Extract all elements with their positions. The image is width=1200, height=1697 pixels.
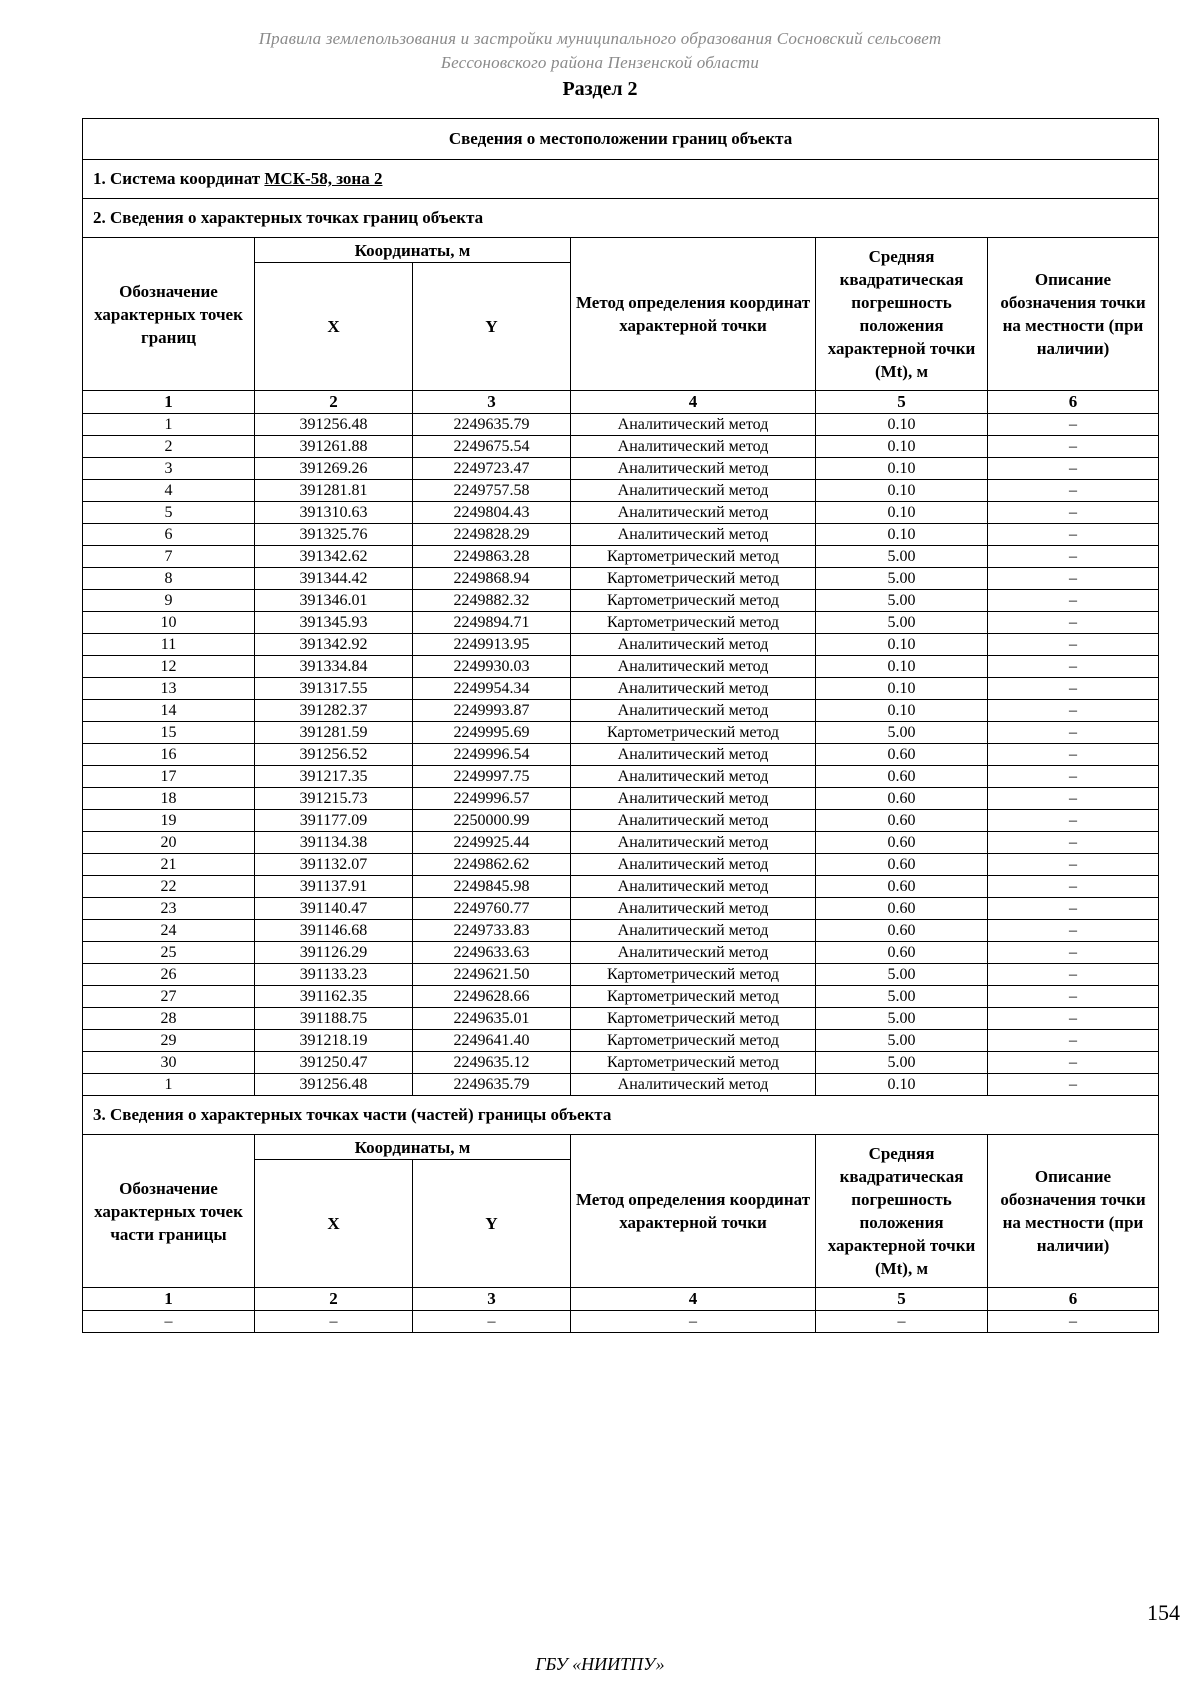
- point-description: –: [988, 1008, 1159, 1030]
- point-number: 9: [83, 590, 255, 612]
- point-accuracy: 0.10: [816, 502, 988, 524]
- point-number: 3: [83, 458, 255, 480]
- point-number: 23: [83, 898, 255, 920]
- point-accuracy: 0.60: [816, 898, 988, 920]
- point-accuracy: 0.10: [816, 414, 988, 436]
- point-number: 2: [83, 436, 255, 458]
- point-y: 2249845.98: [413, 876, 571, 898]
- point-method: Картометрический метод: [571, 1008, 816, 1030]
- point-number: 16: [83, 744, 255, 766]
- point-y: 2249804.43: [413, 502, 571, 524]
- point-description: –: [988, 700, 1159, 722]
- point-description: –: [988, 502, 1159, 524]
- point-description: –: [988, 568, 1159, 590]
- point-y: 2249954.34: [413, 678, 571, 700]
- point-description: –: [988, 722, 1159, 744]
- point-y: 2249868.94: [413, 568, 571, 590]
- point-y: 2249675.54: [413, 436, 571, 458]
- point-y: 2249635.79: [413, 414, 571, 436]
- table-row: [83, 722, 1159, 744]
- point-number: 27: [83, 986, 255, 1008]
- point-number: 10: [83, 612, 255, 634]
- column-number: 5: [816, 1288, 988, 1311]
- point-x: 391269.26: [255, 458, 413, 480]
- point-description: –: [988, 436, 1159, 458]
- point-y: 2250000.99: [413, 810, 571, 832]
- parts-header-description: Описание обозначения точки на местности (при наличии): [988, 1135, 1159, 1288]
- footer-organization: ГБУ «НИИТПУ»: [535, 1654, 665, 1674]
- point-x: 391137.91: [255, 876, 413, 898]
- point-accuracy: 5.00: [816, 1008, 988, 1030]
- header-accuracy: Средняя квадратическая погрешность положения характерной точки (Mt), м: [816, 238, 988, 391]
- point-method: Картометрический метод: [571, 722, 816, 744]
- table-row: [83, 436, 1159, 458]
- parts-header-coordinates: Координаты, м: [255, 1135, 571, 1160]
- boundary-table: [82, 118, 1159, 1333]
- point-y: 2249997.75: [413, 766, 571, 788]
- section-title: Раздел 2: [562, 78, 638, 100]
- table-row: [83, 810, 1159, 832]
- point-y: 2249894.71: [413, 612, 571, 634]
- point-y: 2249641.40: [413, 1030, 571, 1052]
- point-number: 1: [83, 1074, 255, 1096]
- point-y: 2249628.66: [413, 986, 571, 1008]
- point-x: 391162.35: [255, 986, 413, 1008]
- point-accuracy: 0.10: [816, 458, 988, 480]
- table-row: [83, 964, 1159, 986]
- column-number: 3: [413, 1288, 571, 1311]
- point-description: –: [988, 656, 1159, 678]
- point-x: 391146.68: [255, 920, 413, 942]
- point-number: 26: [83, 964, 255, 986]
- point-x: 391256.48: [255, 1074, 413, 1096]
- point-description: –: [988, 480, 1159, 502]
- point-method: Аналитический метод: [571, 854, 816, 876]
- table-row: [83, 898, 1159, 920]
- page-number: 154: [1147, 1600, 1180, 1625]
- point-x: 391188.75: [255, 1008, 413, 1030]
- point-accuracy: 0.10: [816, 1074, 988, 1096]
- point-accuracy: 0.10: [816, 436, 988, 458]
- point-x: 391126.29: [255, 942, 413, 964]
- table-row: [83, 590, 1159, 612]
- point-description: –: [988, 678, 1159, 700]
- point-accuracy: 0.60: [816, 920, 988, 942]
- point-accuracy: 5.00: [816, 546, 988, 568]
- point-x: 391345.93: [255, 612, 413, 634]
- point-accuracy: 0.60: [816, 788, 988, 810]
- point-method: Аналитический метод: [571, 898, 816, 920]
- point-x: 391334.84: [255, 656, 413, 678]
- table-row: [83, 854, 1159, 876]
- point-method: Аналитический метод: [571, 502, 816, 524]
- column-number-row: [83, 391, 1159, 414]
- parts-header-accuracy: Средняя квадратическая погрешность положения характерной точки (Mt), м: [816, 1135, 988, 1288]
- point-number: 21: [83, 854, 255, 876]
- point-method: Аналитический метод: [571, 876, 816, 898]
- point-y: 2249635.12: [413, 1052, 571, 1074]
- point-x: 391218.19: [255, 1030, 413, 1052]
- point-accuracy: 5.00: [816, 722, 988, 744]
- point-accuracy: 0.10: [816, 634, 988, 656]
- point-method: Аналитический метод: [571, 480, 816, 502]
- point-accuracy: 0.60: [816, 876, 988, 898]
- point-description: –: [988, 788, 1159, 810]
- parts-header-x: X: [255, 1160, 413, 1288]
- point-accuracy: 0.60: [816, 832, 988, 854]
- point-description: –: [988, 986, 1159, 1008]
- column-number: 6: [988, 1288, 1159, 1311]
- point-y: 2249995.69: [413, 722, 571, 744]
- table-row: [83, 568, 1159, 590]
- point-method: Аналитический метод: [571, 832, 816, 854]
- point-description: –: [988, 590, 1159, 612]
- point-accuracy: 0.10: [816, 678, 988, 700]
- point-accuracy: 5.00: [816, 1052, 988, 1074]
- points-section-title: 2. Сведения о характерных точках границ объекта: [83, 199, 1159, 238]
- point-accuracy: 0.10: [816, 524, 988, 546]
- column-number: 2: [255, 1288, 413, 1311]
- point-y: 2249863.28: [413, 546, 571, 568]
- point-number: 12: [83, 656, 255, 678]
- point-y: 2249925.44: [413, 832, 571, 854]
- point-method: Аналитический метод: [571, 656, 816, 678]
- parts-cell: –: [255, 1311, 413, 1333]
- point-number: 13: [83, 678, 255, 700]
- point-method: Картометрический метод: [571, 546, 816, 568]
- point-y: 2249723.47: [413, 458, 571, 480]
- point-number: 7: [83, 546, 255, 568]
- parts-table-row: [83, 1311, 1159, 1333]
- point-accuracy: 0.60: [816, 766, 988, 788]
- point-y: 2249635.01: [413, 1008, 571, 1030]
- table-row: [83, 612, 1159, 634]
- header-method: Метод определения координат характерной точки: [571, 238, 816, 391]
- point-method: Аналитический метод: [571, 766, 816, 788]
- point-y: 2249996.54: [413, 744, 571, 766]
- table-row: [83, 678, 1159, 700]
- point-method: Картометрический метод: [571, 964, 816, 986]
- point-y: 2249733.83: [413, 920, 571, 942]
- table-row: [83, 414, 1159, 436]
- point-method: Картометрический метод: [571, 612, 816, 634]
- point-x: 391134.38: [255, 832, 413, 854]
- table-row: [83, 458, 1159, 480]
- header-coordinates: Координаты, м: [255, 238, 571, 263]
- point-description: –: [988, 612, 1159, 634]
- point-x: 391342.92: [255, 634, 413, 656]
- point-number: 14: [83, 700, 255, 722]
- column-number: 6: [988, 391, 1159, 414]
- running-header-line1: Правила землепользования и застройки муниципального образования Сосновский сельсовет: [258, 29, 942, 48]
- table-row: [83, 942, 1159, 964]
- point-x: 391140.47: [255, 898, 413, 920]
- parts-header-method: Метод определения координат характерной точки: [571, 1135, 816, 1288]
- parts-cell: –: [816, 1311, 988, 1333]
- point-method: Картометрический метод: [571, 1052, 816, 1074]
- point-y: 2249930.03: [413, 656, 571, 678]
- point-x: 391281.81: [255, 480, 413, 502]
- point-description: –: [988, 876, 1159, 898]
- coord-system-value: МСК-58, зона 2: [264, 169, 383, 188]
- point-description: –: [988, 898, 1159, 920]
- point-description: –: [988, 1030, 1159, 1052]
- point-number: 25: [83, 942, 255, 964]
- point-number: 4: [83, 480, 255, 502]
- point-method: Картометрический метод: [571, 1030, 816, 1052]
- point-method: Картометрический метод: [571, 568, 816, 590]
- table-row: [83, 766, 1159, 788]
- point-accuracy: 5.00: [816, 568, 988, 590]
- parts-section-title: 3. Сведения о характерных точках части (частей) границы объекта: [83, 1096, 1159, 1135]
- point-method: Аналитический метод: [571, 920, 816, 942]
- point-number: 20: [83, 832, 255, 854]
- point-y: 2249882.32: [413, 590, 571, 612]
- point-description: –: [988, 1074, 1159, 1096]
- point-description: –: [988, 920, 1159, 942]
- point-number: 30: [83, 1052, 255, 1074]
- point-y: 2249633.63: [413, 942, 571, 964]
- point-x: 391177.09: [255, 810, 413, 832]
- parts-cell: –: [83, 1311, 255, 1333]
- point-x: 391317.55: [255, 678, 413, 700]
- point-description: –: [988, 546, 1159, 568]
- point-accuracy: 0.10: [816, 656, 988, 678]
- point-number: 18: [83, 788, 255, 810]
- column-number: 4: [571, 391, 816, 414]
- parts-cell: –: [571, 1311, 816, 1333]
- table-row: [83, 634, 1159, 656]
- point-number: 22: [83, 876, 255, 898]
- parts-cell: –: [413, 1311, 571, 1333]
- point-accuracy: 0.10: [816, 700, 988, 722]
- point-method: Аналитический метод: [571, 700, 816, 722]
- point-x: 391325.76: [255, 524, 413, 546]
- point-method: Аналитический метод: [571, 810, 816, 832]
- point-x: 391281.59: [255, 722, 413, 744]
- table-row: [83, 832, 1159, 854]
- point-y: 2249828.29: [413, 524, 571, 546]
- coord-system-row: [83, 160, 1159, 199]
- point-x: 391282.37: [255, 700, 413, 722]
- point-y: 2249993.87: [413, 700, 571, 722]
- point-number: 6: [83, 524, 255, 546]
- point-description: –: [988, 942, 1159, 964]
- point-method: Картометрический метод: [571, 986, 816, 1008]
- parts-header-designation: Обозначение характерных точек части границы: [83, 1135, 255, 1288]
- point-accuracy: 5.00: [816, 590, 988, 612]
- point-number: 24: [83, 920, 255, 942]
- point-number: 15: [83, 722, 255, 744]
- point-method: Аналитический метод: [571, 744, 816, 766]
- point-x: 391132.07: [255, 854, 413, 876]
- table-row: [83, 920, 1159, 942]
- point-description: –: [988, 766, 1159, 788]
- point-method: Аналитический метод: [571, 458, 816, 480]
- point-accuracy: 5.00: [816, 964, 988, 986]
- table-row: [83, 1008, 1159, 1030]
- point-method: Аналитический метод: [571, 524, 816, 546]
- header-designation: Обозначение характерных точек границ: [83, 238, 255, 391]
- running-header-line2: Бессоновского района Пензенской области: [440, 53, 760, 72]
- point-accuracy: 0.10: [816, 480, 988, 502]
- point-number: 5: [83, 502, 255, 524]
- coord-system-label: 1. Система координат: [93, 169, 265, 188]
- point-method: Аналитический метод: [571, 678, 816, 700]
- point-description: –: [988, 854, 1159, 876]
- point-description: –: [988, 810, 1159, 832]
- point-description: –: [988, 1052, 1159, 1074]
- header-x: X: [255, 263, 413, 391]
- column-number: 1: [83, 1288, 255, 1311]
- point-method: Аналитический метод: [571, 942, 816, 964]
- table-row: [83, 1052, 1159, 1074]
- table-row: [83, 524, 1159, 546]
- point-number: 29: [83, 1030, 255, 1052]
- table-row: [83, 1030, 1159, 1052]
- point-x: 391346.01: [255, 590, 413, 612]
- point-description: –: [988, 524, 1159, 546]
- parts-header-y: Y: [413, 1160, 571, 1288]
- table-row: [83, 744, 1159, 766]
- point-description: –: [988, 634, 1159, 656]
- point-number: 17: [83, 766, 255, 788]
- table-row: [83, 986, 1159, 1008]
- point-y: 2249760.77: [413, 898, 571, 920]
- point-accuracy: 0.60: [816, 744, 988, 766]
- point-method: Картометрический метод: [571, 590, 816, 612]
- point-accuracy: 0.60: [816, 942, 988, 964]
- point-description: –: [988, 832, 1159, 854]
- point-y: 2249996.57: [413, 788, 571, 810]
- point-method: Аналитический метод: [571, 788, 816, 810]
- point-accuracy: 5.00: [816, 612, 988, 634]
- point-y: 2249635.79: [413, 1074, 571, 1096]
- point-x: 391215.73: [255, 788, 413, 810]
- point-number: 11: [83, 634, 255, 656]
- point-x: 391310.63: [255, 502, 413, 524]
- header-description: Описание обозначения точки на местности (при наличии): [988, 238, 1159, 391]
- point-x: 391217.35: [255, 766, 413, 788]
- point-method: Аналитический метод: [571, 634, 816, 656]
- table-row: [83, 788, 1159, 810]
- point-accuracy: 5.00: [816, 986, 988, 1008]
- point-x: 391261.88: [255, 436, 413, 458]
- point-description: –: [988, 458, 1159, 480]
- parts-cell: –: [988, 1311, 1159, 1333]
- column-number: 5: [816, 391, 988, 414]
- point-description: –: [988, 744, 1159, 766]
- table-row: [83, 700, 1159, 722]
- point-y: 2249757.58: [413, 480, 571, 502]
- point-accuracy: 0.60: [816, 810, 988, 832]
- table-row: [83, 876, 1159, 898]
- point-accuracy: 0.60: [816, 854, 988, 876]
- point-y: 2249862.62: [413, 854, 571, 876]
- point-y: 2249913.95: [413, 634, 571, 656]
- point-x: 391344.42: [255, 568, 413, 590]
- point-method: Аналитический метод: [571, 436, 816, 458]
- column-number: 4: [571, 1288, 816, 1311]
- point-x: 391133.23: [255, 964, 413, 986]
- point-method: Аналитический метод: [571, 414, 816, 436]
- point-number: 28: [83, 1008, 255, 1030]
- header-y: Y: [413, 263, 571, 391]
- point-x: 391256.52: [255, 744, 413, 766]
- column-number: 1: [83, 391, 255, 414]
- parts-column-number-row: [83, 1288, 1159, 1311]
- point-x: 391256.48: [255, 414, 413, 436]
- table-row: [83, 480, 1159, 502]
- point-number: 19: [83, 810, 255, 832]
- table-row: [83, 546, 1159, 568]
- point-number: 1: [83, 414, 255, 436]
- point-x: 391342.62: [255, 546, 413, 568]
- point-number: 8: [83, 568, 255, 590]
- point-method: Аналитический метод: [571, 1074, 816, 1096]
- point-description: –: [988, 414, 1159, 436]
- point-accuracy: 5.00: [816, 1030, 988, 1052]
- table-row: [83, 502, 1159, 524]
- point-y: 2249621.50: [413, 964, 571, 986]
- point-x: 391250.47: [255, 1052, 413, 1074]
- table-title: Сведения о местоположении границ объекта: [83, 119, 1159, 160]
- column-number: 2: [255, 391, 413, 414]
- column-number: 3: [413, 391, 571, 414]
- table-row: [83, 656, 1159, 678]
- point-description: –: [988, 964, 1159, 986]
- table-row: [83, 1074, 1159, 1096]
